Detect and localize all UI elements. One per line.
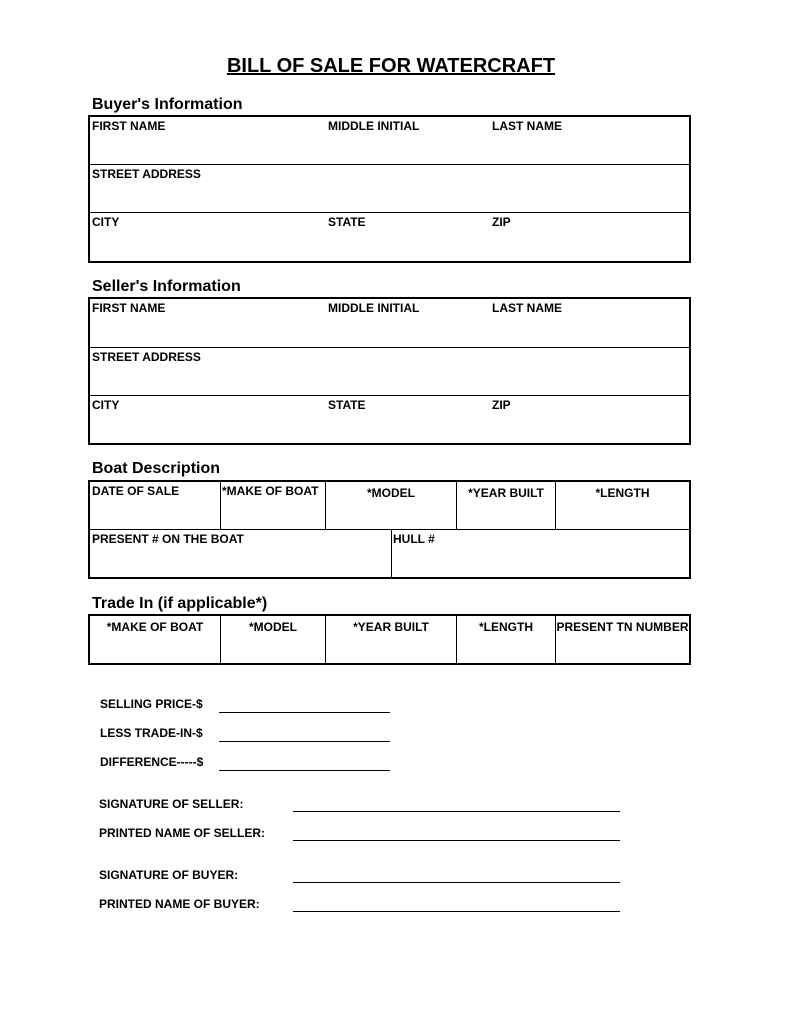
buyer-signature-line[interactable] (293, 882, 620, 883)
buyer-state-label: STATE (328, 215, 366, 229)
buyer-zip-field[interactable] (491, 213, 689, 261)
trade-in-year-built-label: *YEAR BUILT (353, 620, 429, 634)
trade-in-length-field[interactable] (457, 616, 555, 663)
seller-street-address-field[interactable] (90, 348, 689, 395)
buyer-city-label: CITY (92, 215, 120, 229)
seller-state-label: STATE (328, 398, 366, 412)
buyer-last-name-label: LAST NAME (492, 119, 562, 133)
buyer-city-field[interactable] (90, 213, 327, 261)
boat-make-field[interactable] (221, 482, 325, 529)
trade-in-box (88, 614, 691, 665)
seller-printed-name-line[interactable] (293, 840, 620, 841)
seller-middle-initial-field[interactable] (327, 299, 491, 347)
selling-price-label: SELLING PRICE-$ (100, 697, 203, 711)
trade-in-make-field[interactable] (90, 616, 220, 663)
boat-model-field[interactable] (326, 482, 456, 529)
form-title: BILL OF SALE FOR WATERCRAFT (226, 55, 556, 77)
seller-last-name-field[interactable] (491, 299, 689, 347)
trade-in-section-heading: Trade In (if applicable*) (92, 595, 268, 612)
seller-first-name-field[interactable] (90, 299, 327, 347)
present-number-label: PRESENT # ON THE BOAT (92, 532, 244, 546)
boat-year-built-label: *YEAR BUILT (468, 486, 544, 500)
buyer-street-address-label: STREET ADDRESS (92, 167, 201, 181)
seller-street-address-label: STREET ADDRESS (92, 350, 201, 364)
seller-signature-label: SIGNATURE OF SELLER: (99, 797, 244, 811)
trade-in-model-field[interactable] (221, 616, 325, 663)
hull-number-field[interactable] (392, 530, 689, 577)
boat-model-label: *MODEL (367, 486, 415, 500)
trade-in-year-built-field[interactable] (326, 616, 456, 663)
seller-info-box (88, 297, 691, 445)
buyer-signature-label: SIGNATURE OF BUYER: (99, 868, 239, 882)
trade-in-model-label: *MODEL (249, 620, 297, 634)
seller-signature-line[interactable] (293, 811, 620, 812)
trade-in-length-label: *LENGTH (479, 620, 533, 634)
seller-city-field[interactable] (90, 396, 327, 443)
boat-description-box (88, 480, 691, 579)
boat-make-label: *MAKE OF BOAT (222, 484, 319, 498)
seller-middle-initial-label: MIDDLE INITIAL (328, 301, 420, 315)
buyer-section-heading: Buyer's Information (92, 96, 243, 113)
boat-year-built-field[interactable] (457, 482, 555, 529)
buyer-printed-name-line[interactable] (293, 911, 620, 912)
trade-in-present-tn-number-label: PRESENT TN NUMBER (556, 620, 689, 634)
hull-number-label: HULL # (393, 532, 435, 546)
buyer-first-name-field[interactable] (90, 117, 327, 164)
difference-line[interactable] (219, 770, 390, 771)
trade-in-present-tn-number-field[interactable] (556, 616, 689, 663)
buyer-info-box (88, 115, 691, 263)
boat-section-heading: Boat Description (92, 460, 221, 477)
seller-zip-field[interactable] (491, 396, 689, 443)
trade-in-make-label: *MAKE OF BOAT (106, 620, 204, 634)
date-of-sale-label: DATE OF SALE (92, 484, 180, 498)
buyer-last-name-field[interactable] (491, 117, 689, 164)
buyer-street-address-field[interactable] (90, 165, 689, 212)
date-of-sale-field[interactable] (90, 482, 220, 529)
seller-state-field[interactable] (327, 396, 491, 443)
boat-length-label: *LENGTH (595, 486, 650, 500)
selling-price-line[interactable] (219, 712, 390, 713)
seller-section-heading: Seller's Information (92, 278, 241, 295)
seller-printed-name-label: PRINTED NAME OF SELLER: (99, 826, 266, 840)
seller-first-name-label: FIRST NAME (92, 301, 166, 315)
seller-last-name-label: LAST NAME (492, 301, 562, 315)
buyer-state-field[interactable] (327, 213, 491, 261)
difference-label: DIFFERENCE-----$ (100, 755, 204, 769)
buyer-middle-initial-label: MIDDLE INITIAL (328, 119, 420, 133)
boat-length-field[interactable] (556, 482, 689, 529)
buyer-printed-name-label: PRINTED NAME OF BUYER: (99, 897, 260, 911)
less-trade-in-label: LESS TRADE-IN-$ (100, 726, 203, 740)
buyer-first-name-label: FIRST NAME (92, 119, 166, 133)
buyer-zip-label: ZIP (492, 215, 511, 229)
seller-zip-label: ZIP (492, 398, 511, 412)
less-trade-in-line[interactable] (219, 741, 390, 742)
seller-city-label: CITY (92, 398, 120, 412)
present-number-field[interactable] (90, 530, 391, 577)
buyer-middle-initial-field[interactable] (327, 117, 491, 164)
